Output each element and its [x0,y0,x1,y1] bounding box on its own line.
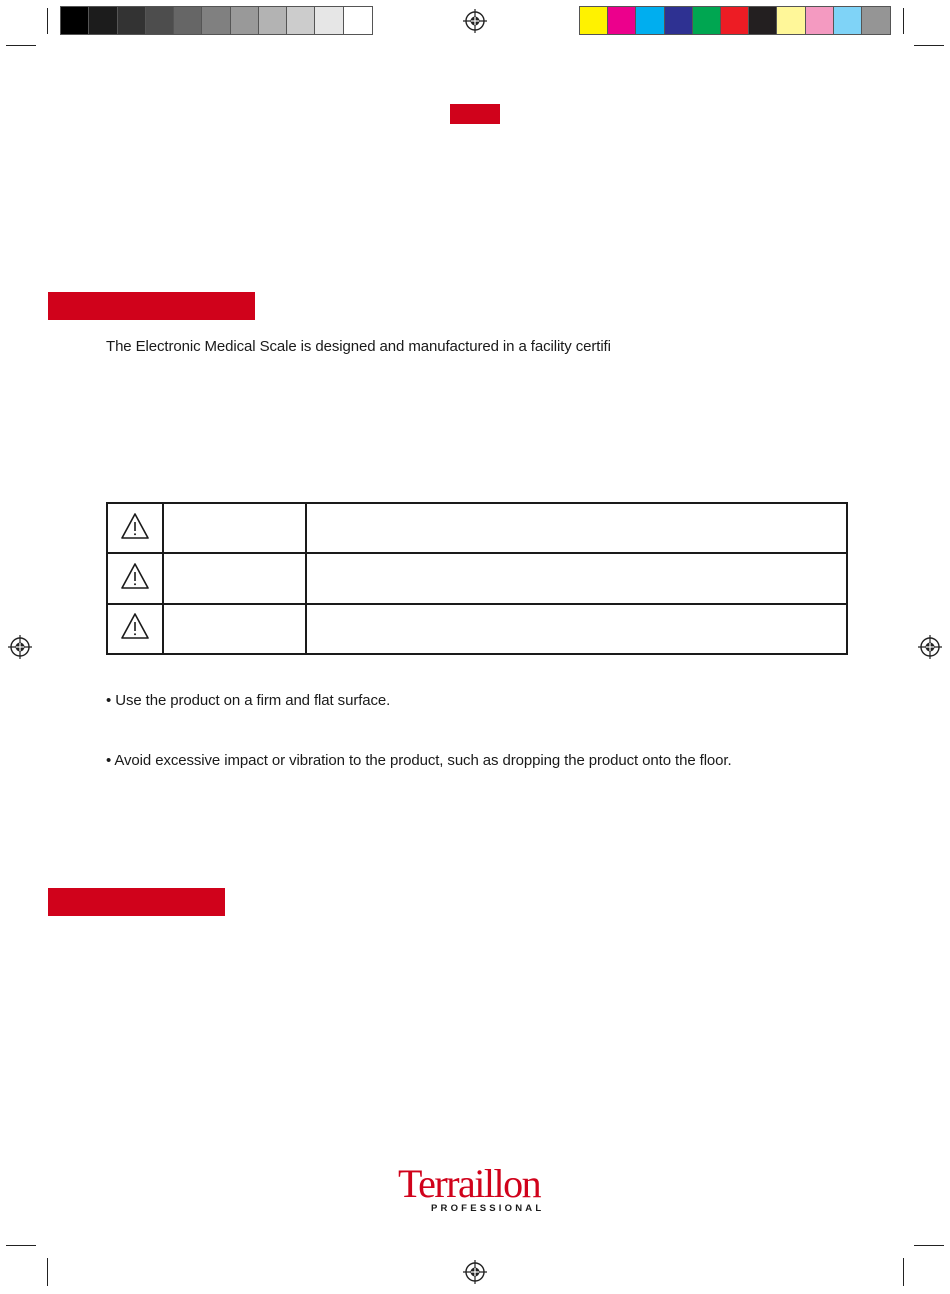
warning-label-cell [163,503,306,553]
crop-mark [47,1258,48,1286]
crop-mark [914,1245,944,1246]
warning-description-cell [306,553,847,603]
gray-swatch [118,7,146,34]
gray-swatch [61,7,89,34]
registration-mark-icon [463,9,487,33]
color-swatch [806,7,834,34]
color-swatch [777,7,805,34]
warning-label-cell [163,553,306,603]
gray-swatch [174,7,202,34]
logo-brand: Terraillon [398,1161,541,1206]
color-swatch [749,7,777,34]
color-swatch [636,7,664,34]
gray-swatch [315,7,343,34]
warning-icon-cell [107,553,163,603]
registration-mark-icon [463,1260,487,1284]
bullet-item-firm-surface: • Use the product on a firm and flat surface. [106,692,391,709]
warning-icon-cell [107,604,163,654]
color-swatch [834,7,862,34]
gray-swatch [287,7,315,34]
table-row [107,553,847,603]
crop-mark [903,8,904,34]
crop-mark [903,1258,904,1286]
table-row [107,604,847,654]
warning-icon-cell [107,503,163,553]
process-color-bar [579,6,891,35]
color-swatch [862,7,890,34]
bullet-item-avoid-impact: • Avoid excessive impact or vibration to the product, such as dropping the product onto the floor. [106,752,732,769]
page-number-tab [450,104,500,124]
gray-swatch [202,7,230,34]
gray-swatch [259,7,287,34]
warning-description-cell [306,503,847,553]
warning-triangle-icon [120,511,150,541]
warning-triangle-icon [120,611,150,641]
gray-swatch [231,7,259,34]
crop-mark [914,45,944,46]
gray-swatch [344,7,372,34]
color-swatch [693,7,721,34]
intro-text: The Electronic Medical Scale is designed and manufactured in a facility certifi [106,338,611,355]
terraillon-logo [398,1161,558,1214]
warning-description-cell [306,604,847,654]
gray-color-bar [60,6,373,35]
color-swatch [721,7,749,34]
gray-swatch [89,7,117,34]
warning-triangle-icon [120,561,150,591]
color-swatch [665,7,693,34]
color-swatch [580,7,608,34]
registration-mark-icon [8,635,32,659]
color-swatch [608,7,636,34]
warning-label-cell [163,604,306,654]
table-row [107,503,847,553]
crop-mark [6,1245,36,1246]
gray-swatch [146,7,174,34]
warnings-table [106,502,848,655]
crop-mark [47,8,48,34]
section-heading-bar [48,888,225,916]
crop-mark [6,45,36,46]
logo-tagline: PROFESSIONAL [431,1203,545,1214]
registration-mark-icon [918,635,942,659]
section-heading-bar [48,292,255,320]
